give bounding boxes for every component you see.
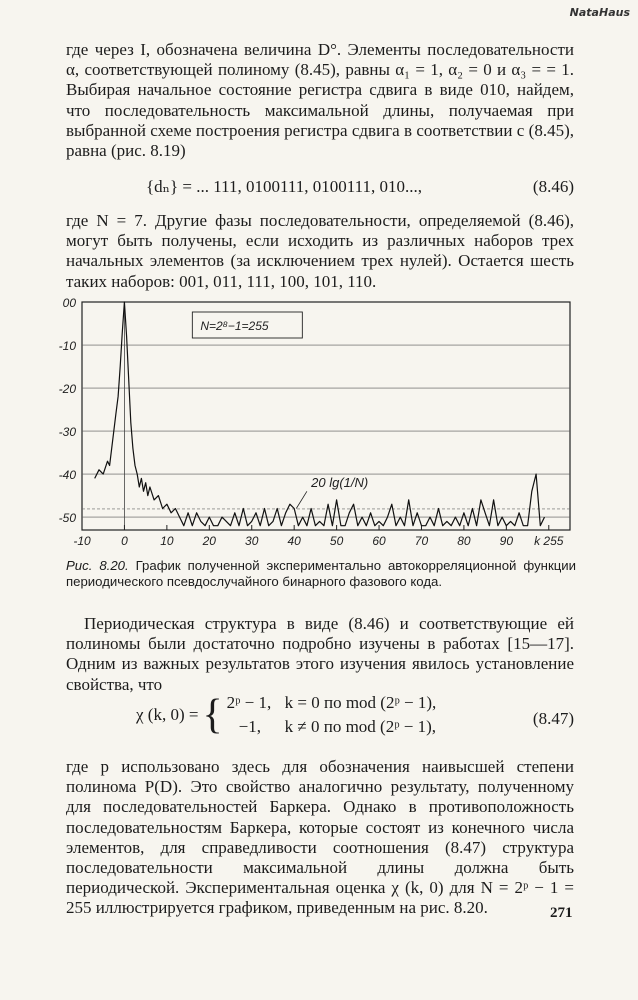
equation-8-47-lhs: χ (k, 0) = [136, 705, 199, 724]
x-tick-label: 80 [457, 534, 471, 548]
equation-8-46-number: (8.46) [532, 177, 574, 196]
y-tick-label: -10 [58, 339, 76, 354]
eq-case2-value: −1, [238, 717, 261, 736]
x-tick-label: 50 [329, 534, 344, 548]
paragraph-1: где через I, обозначена величина D°. Элементы последовательности α, соответствующей полиному (8.45), равны α₁ = 1, α₂ = 0 и α₃ = = 1. Выбирая начальное состояние регистра сдвига в виде 010, найдем, что последовательность максимальной длины, получаемая при выбранной схеме построения регистра сдвига в соответствии с (8.45), равна (рис. 8.19) [66, 40, 574, 161]
eq-case1-value: 2ᵖ − 1, [226, 693, 272, 712]
y-tick-label: -30 [58, 425, 76, 440]
annotation-pointer [296, 491, 307, 508]
eq-case1-condition: k = 0 по mod (2ᵖ − 1), [284, 693, 437, 712]
eq-case2-condition: k ≠ 0 по mod (2ᵖ − 1), [284, 717, 436, 736]
figure-caption-label: Рис. 8.20. [66, 558, 129, 573]
y-tick-label: 00 [62, 296, 76, 310]
watermark-logo: NataHaus [569, 6, 630, 19]
x-tick-label: k 255 [534, 534, 564, 548]
equation-8-46-body: {dₙ} = ... 111, 0100111, 0100111, 010..., [146, 177, 422, 196]
x-tick-label: 0 [121, 534, 128, 548]
paragraph-3: Периодическая структура в виде (8.46) и соответствующие ей полиномы были достаточно подробно изучены в работах [15—17]. Одним из важных результатов этого изучения явилось установление свойства, что [66, 614, 574, 694]
autocorrelation-chart [40, 290, 580, 555]
annotation-curve-label: 20 lg(1/N) [311, 474, 369, 490]
annotation-box-label: N=2⁸−1=255 [200, 319, 269, 333]
x-tick-label: -10 [73, 534, 91, 548]
x-tick-label: 10 [160, 534, 174, 548]
equation-8-47 [66, 692, 574, 738]
paragraph-2: где N = 7. Другие фазы последовательности, определяемой (8.46), могут быть получены, если исходить из различных наборов трех начальных элементов (за исключением трех нулей). Остается шесть таких наборов: 001, 011, 111, 100, 101, 110. [66, 211, 574, 291]
page-number: 271 [550, 905, 573, 921]
figure-caption [66, 558, 576, 589]
x-tick-label: 60 [372, 534, 386, 548]
x-tick-label: 40 [287, 534, 301, 548]
x-tick-label: 70 [414, 534, 429, 548]
autocorrelation-line [95, 302, 545, 526]
x-tick-label: 20 [202, 534, 216, 548]
y-tick-label: -50 [58, 511, 76, 526]
paragraph-4: где p использовано здесь для обозначения наивысшей степени полинома P(D). Это свойство аналогично результату, полученному для последовательностей Баркера. Однако в противоположность последовательностям Баркера, которые состоят из конечного числа элементов, для справедливости соотношения (8.47) структура последовательности максимальной длины должна быть периодической. Экспериментальная оценка χ (k, 0) для N = 2ᵖ − 1 = 255 иллюстрируется графиком, приведенным на рис. 8.20. [66, 757, 574, 918]
equation-8-47-number: (8.47) [532, 709, 574, 728]
y-tick-label: -40 [58, 468, 76, 483]
plot-frame [82, 302, 570, 530]
y-tick-label: -20 [58, 382, 76, 397]
equation-8-46 [66, 176, 574, 198]
figure-caption-text: График полученной экспериментально автокорреляционной функции периодического псевдослучайного бинарного фазового кода. [66, 558, 576, 589]
x-tick-label: 90 [499, 534, 514, 548]
x-tick-label: 30 [245, 534, 259, 548]
equation-8-47-brace: { [202, 692, 223, 738]
